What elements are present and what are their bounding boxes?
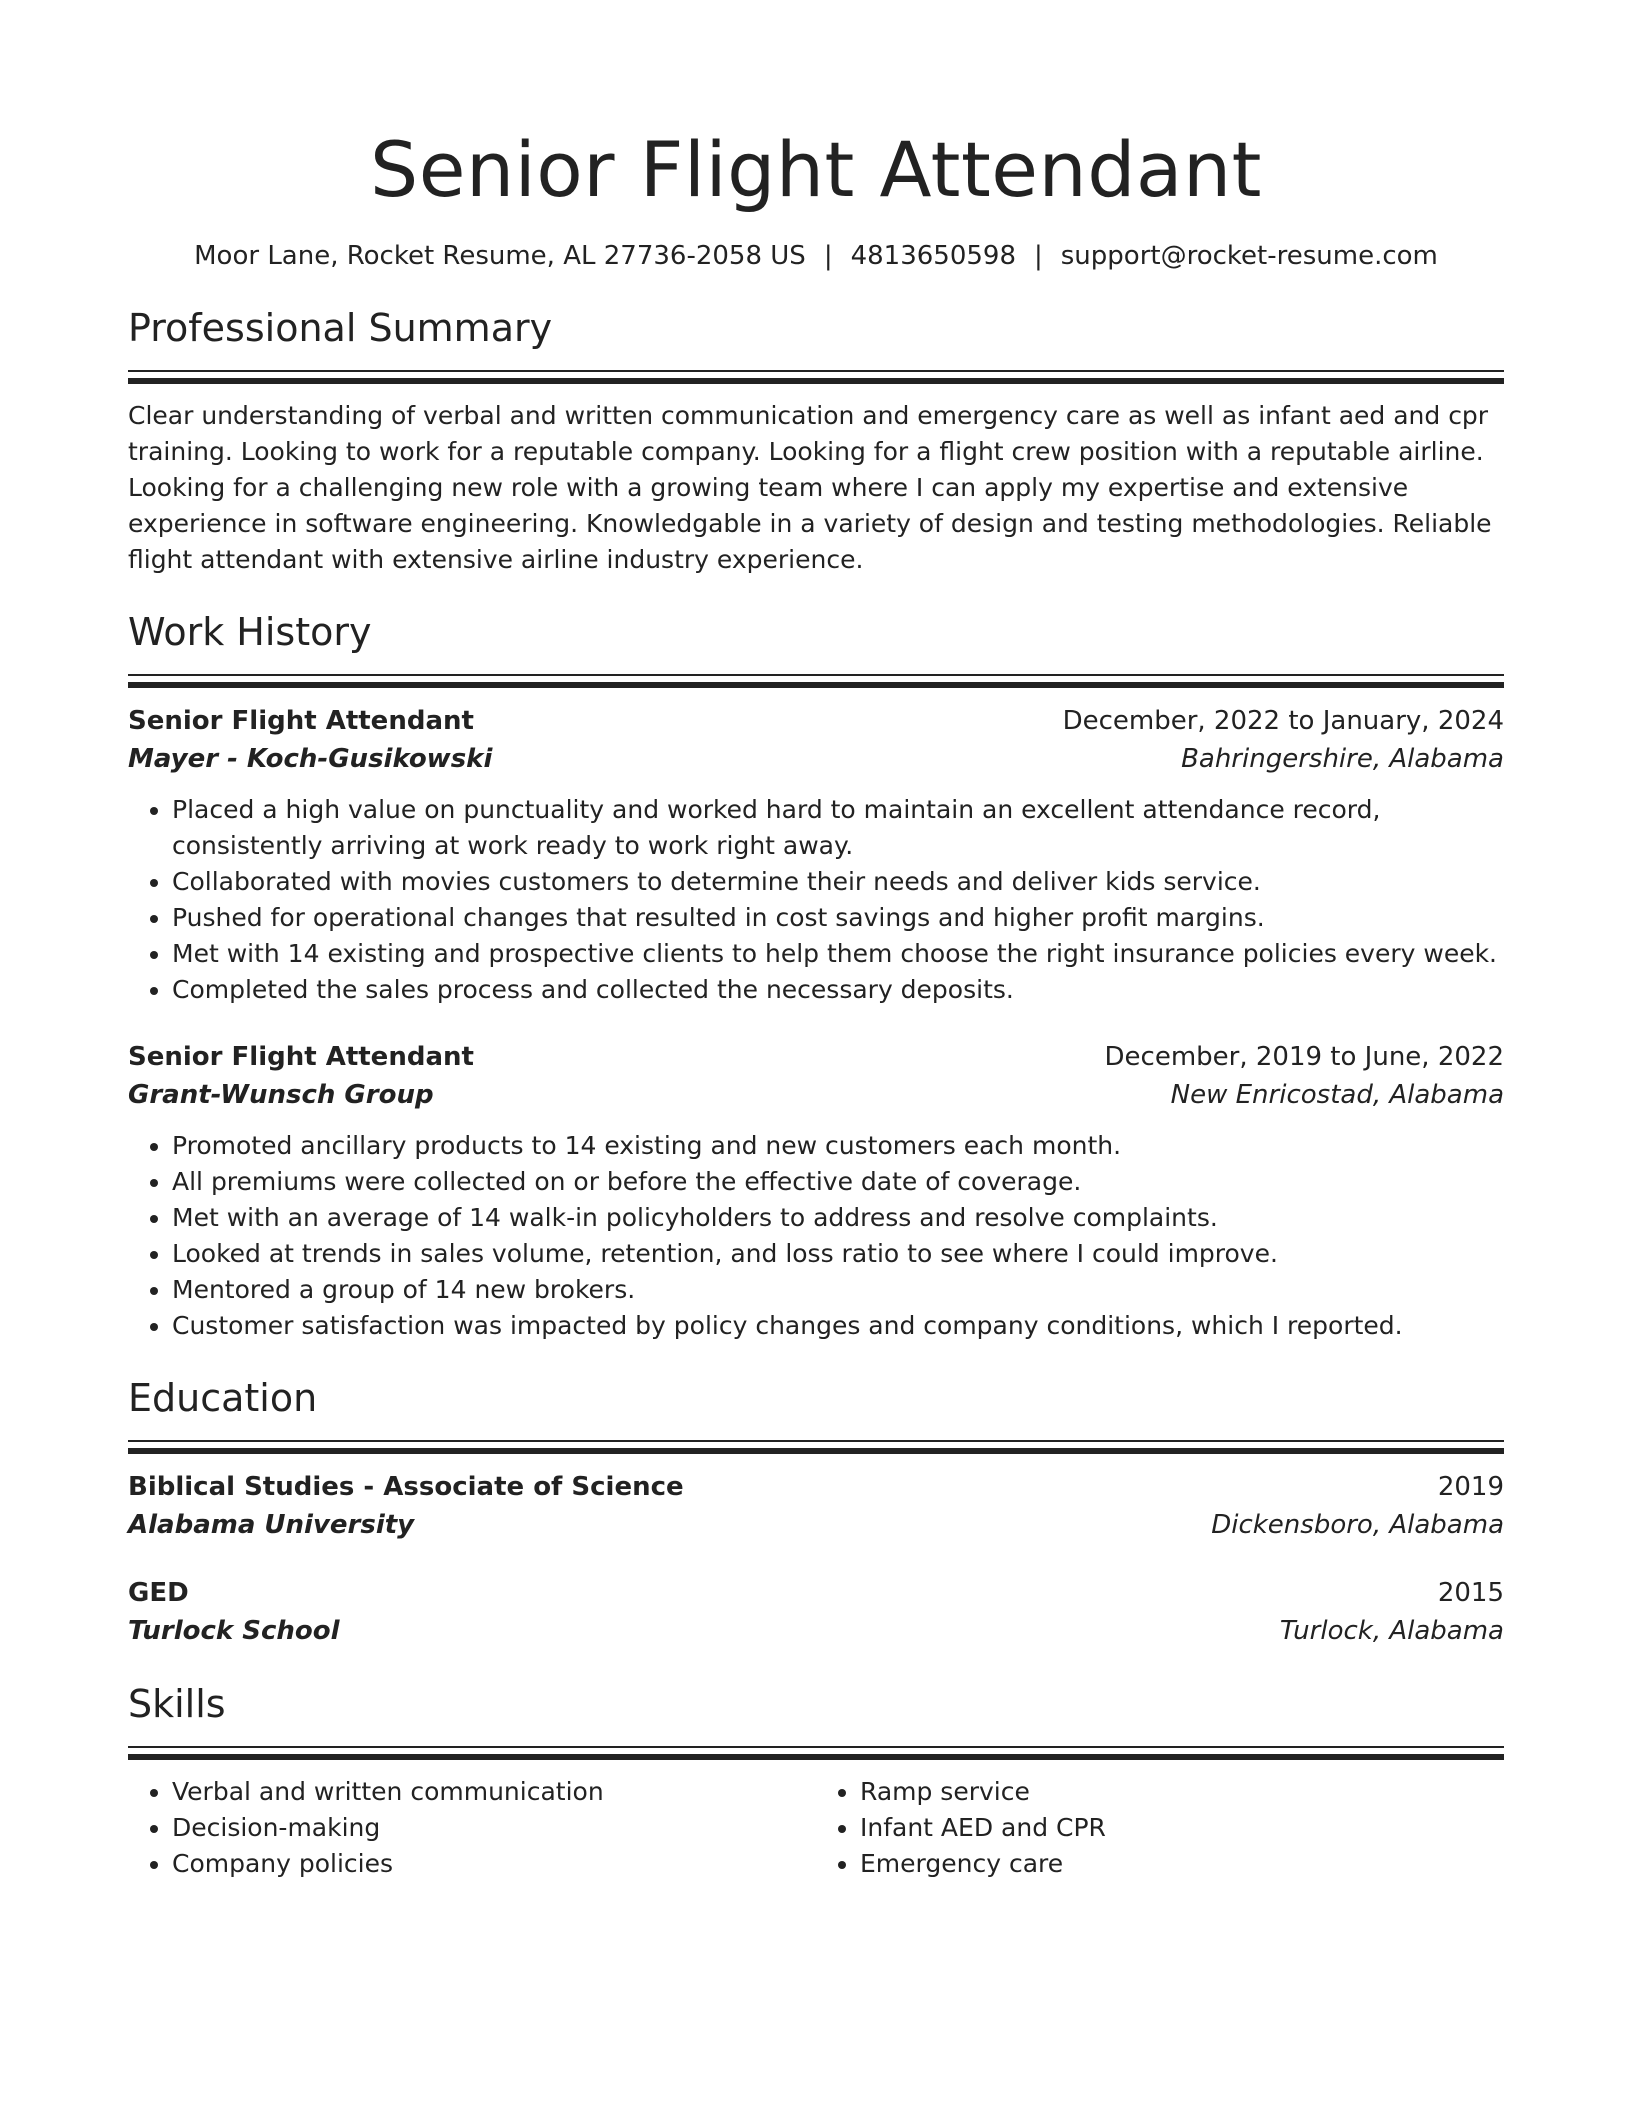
skill-item: • Decision-making — [172, 1810, 816, 1846]
job-title: Senior Flight Attendant — [128, 1042, 474, 1072]
education-entry — [128, 1468, 1504, 1544]
education-header-row — [128, 1468, 1504, 1506]
job-bullet: • All premiums were collected on or before the effective date of coverage. — [172, 1164, 1504, 1200]
job-header-row — [128, 702, 1504, 740]
summary-heading: Professional Summary — [128, 306, 553, 350]
education-header-row — [128, 1574, 1504, 1612]
education-degree: GED — [128, 1578, 189, 1608]
education-degree: Biblical Studies - Associate of Science — [128, 1472, 684, 1502]
contact-line — [128, 238, 1504, 274]
work-section — [128, 608, 1504, 1344]
job-bullet: • Customer satisfaction was impacted by policy changes and company conditions, which I reported. — [172, 1308, 1504, 1344]
job-company: Grant-Wunsch Group — [128, 1080, 434, 1110]
job-bullet: • Collaborated with movies customers to determine their needs and deliver kids service. — [172, 864, 1504, 900]
skill-item: • Ramp service — [860, 1774, 1504, 1810]
education-sub-row — [128, 1612, 1504, 1650]
job-bullet: • Met with an average of 14 walk-in policyholders to address and resolve complaints. — [172, 1200, 1504, 1236]
section-rule-thin — [128, 1440, 1504, 1442]
job-bullet: • Mentored a group of 14 new brokers. — [172, 1272, 1504, 1308]
section-rule-thin — [128, 1746, 1504, 1748]
resume-name: Senior Flight Attendant — [370, 125, 1262, 214]
job-header-row — [128, 1038, 1504, 1076]
job-location: Bahringershire, Alabama — [1181, 744, 1504, 774]
skill-item: • Company policies — [172, 1846, 816, 1882]
contact-address: Moor Lane, Rocket Resume, AL 27736-2058 US — [194, 241, 806, 271]
education-location: Turlock, Alabama — [1279, 1616, 1504, 1646]
job-bullet: • Completed the sales process and collected the necessary deposits. — [172, 972, 1504, 1008]
section-rule-thick — [128, 378, 1504, 384]
summary-text: Clear understanding of verbal and written communication and emergency care as well as infant aed and cpr training. Looking to work for a reputable company. Looking for a flight crew position with a reputable airline. Looking for a challenging new role with a growing team where I can apply my expertise and extensive experience in software engineering. Knowledgable in a variety of design and testing methodologies. Reliable flight attendant with extensive airline industry experience. — [128, 401, 1492, 574]
skill-item: • Infant AED and CPR — [860, 1810, 1504, 1846]
job-entry — [128, 702, 1504, 1008]
job-bullet: • Looked at trends in sales volume, retention, and loss ratio to see where I could improve. — [172, 1236, 1504, 1272]
contact-separator: | — [1034, 241, 1043, 271]
skills-heading: Skills — [128, 1682, 226, 1726]
skills-list-left — [128, 1774, 816, 1882]
education-year: 2015 — [1437, 1578, 1504, 1608]
section-rule-thin — [128, 370, 1504, 372]
job-title: Senior Flight Attendant — [128, 706, 474, 736]
skills-section — [128, 1680, 1504, 1882]
education-heading: Education — [128, 1376, 318, 1420]
contact-email: support@rocket-resume.com — [1060, 241, 1438, 271]
contact-separator: | — [823, 241, 833, 271]
job-company: Mayer - Koch-Gusikowski — [128, 744, 493, 774]
section-rule-thin — [128, 674, 1504, 676]
job-bullet: • Pushed for operational changes that resulted in cost savings and higher profit margins. — [172, 900, 1504, 936]
job-bullets — [128, 792, 1504, 1008]
job-sub-row — [128, 740, 1504, 778]
job-location: New Enricostad, Alabama — [1170, 1080, 1504, 1110]
education-location: Dickensboro, Alabama — [1211, 1510, 1504, 1540]
job-dates: December, 2019 to June, 2022 — [1104, 1042, 1504, 1072]
education-entry — [128, 1574, 1504, 1650]
job-entry — [128, 1038, 1504, 1344]
job-bullet: • Promoted ancillary products to 14 existing and new customers each month. — [172, 1128, 1504, 1164]
skill-item: • Verbal and written communication — [172, 1774, 816, 1810]
skills-columns — [128, 1774, 1504, 1882]
education-sub-row — [128, 1506, 1504, 1544]
education-year: 2019 — [1437, 1472, 1504, 1502]
summary-section — [128, 304, 1504, 578]
education-school: Turlock School — [128, 1616, 340, 1646]
job-sub-row — [128, 1076, 1504, 1114]
skill-item: • Emergency care — [860, 1846, 1504, 1882]
section-rule-thick — [128, 1754, 1504, 1760]
education-section — [128, 1374, 1504, 1650]
education-school: Alabama University — [128, 1510, 415, 1540]
job-bullet: • Placed a high value on punctuality and worked hard to maintain an excellent attendance record, consistently arriving at work ready to work right away. — [172, 792, 1504, 864]
job-dates: December, 2022 to January, 2024 — [1062, 706, 1504, 736]
section-rule-thick — [128, 1448, 1504, 1454]
contact-phone: 4813650598 — [850, 241, 1016, 271]
section-rule-thick — [128, 682, 1504, 688]
job-bullet: • Met with 14 existing and prospective clients to help them choose the right insurance policies every week. — [172, 936, 1504, 972]
work-heading: Work History — [128, 610, 372, 654]
skills-list-right — [816, 1774, 1504, 1882]
job-bullets — [128, 1128, 1504, 1344]
